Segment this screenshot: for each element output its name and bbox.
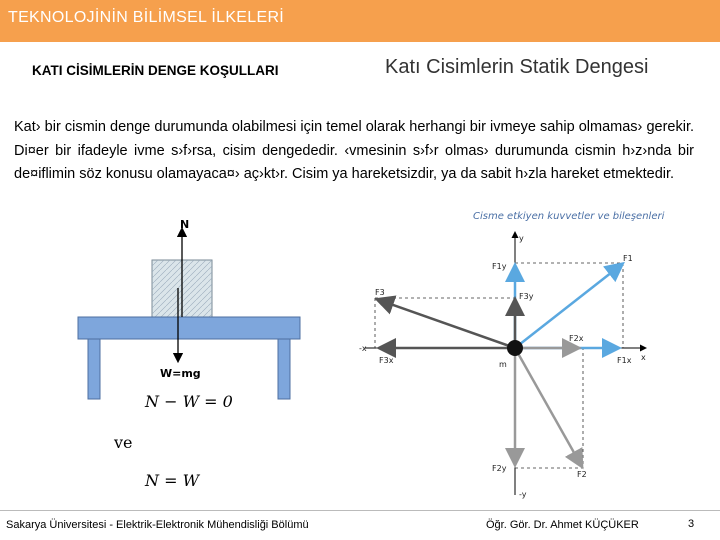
section-title: KATI CİSİMLERİN DENGE KOŞULLARI (32, 63, 279, 78)
force-vectors-figure (355, 205, 665, 505)
label-neg-y: -y (519, 490, 527, 499)
equation-2: N = W (145, 471, 200, 490)
body-paragraph: Kat› bir cismin denge durumunda olabilmesi için temel olarak herhangi bir ivmeye sahip olmamas› gerekir. Di¤er bir ifadeyle ivme s›f›rsa, cisim dengededir. ‹vmesinin s›f›r olmas› durumunda cismin h›z›nda bir de¤iflimin söz konusu olamayaca¤› aç›kt›r. Cisim ya hareketsizdir, ya da sabit h›zla hareket etmektedir. (14, 119, 694, 182)
f2-vector (515, 348, 581, 465)
header-bar (0, 0, 720, 42)
table-leg-left (88, 339, 100, 399)
footer-author: Öğr. Gör. Dr. Ahmet KÜÇÜKER (486, 519, 639, 531)
block-on-table-figure (70, 210, 330, 510)
label-y: y (519, 234, 524, 243)
label-f2y: F2y (492, 464, 507, 473)
label-f1y: F1y (492, 262, 507, 271)
label-f1x: F1x (617, 356, 632, 365)
f3-vector (379, 300, 515, 348)
table-leg-right (278, 339, 290, 399)
label-f1: F1 (623, 254, 633, 263)
label-m: m (499, 360, 507, 369)
footer-institution: Sakarya Üniversitesi - Elektrik-Elektronik Mühendisliği Bölümü (6, 519, 309, 531)
label-f3: F3 (375, 288, 385, 297)
label-neg-x: -x (359, 344, 367, 353)
label-f3y: F3y (519, 292, 534, 301)
page-number: 3 (688, 518, 695, 530)
label-w: W=mg (160, 367, 201, 380)
label-n: N (180, 218, 190, 231)
mass-point (507, 340, 523, 356)
label-f3x: F3x (379, 356, 394, 365)
figure-title: Cisme etkiyen kuvvetler ve bileşenleri (473, 211, 665, 222)
slide-title: Katı Cisimlerin Statik Dengesi (385, 56, 649, 78)
f1-vector (515, 265, 621, 348)
label-x: x (641, 353, 646, 362)
header-title: TEKNOLOJİNİN BİLİMSEL İLKELERİ (8, 9, 285, 26)
table-top (78, 317, 300, 339)
conjunction-ve: ve (114, 433, 133, 452)
equation-1: N − W = 0 (145, 392, 233, 411)
label-f2x: F2x (569, 334, 584, 343)
label-f2: F2 (577, 470, 587, 479)
footer-divider (0, 510, 720, 511)
